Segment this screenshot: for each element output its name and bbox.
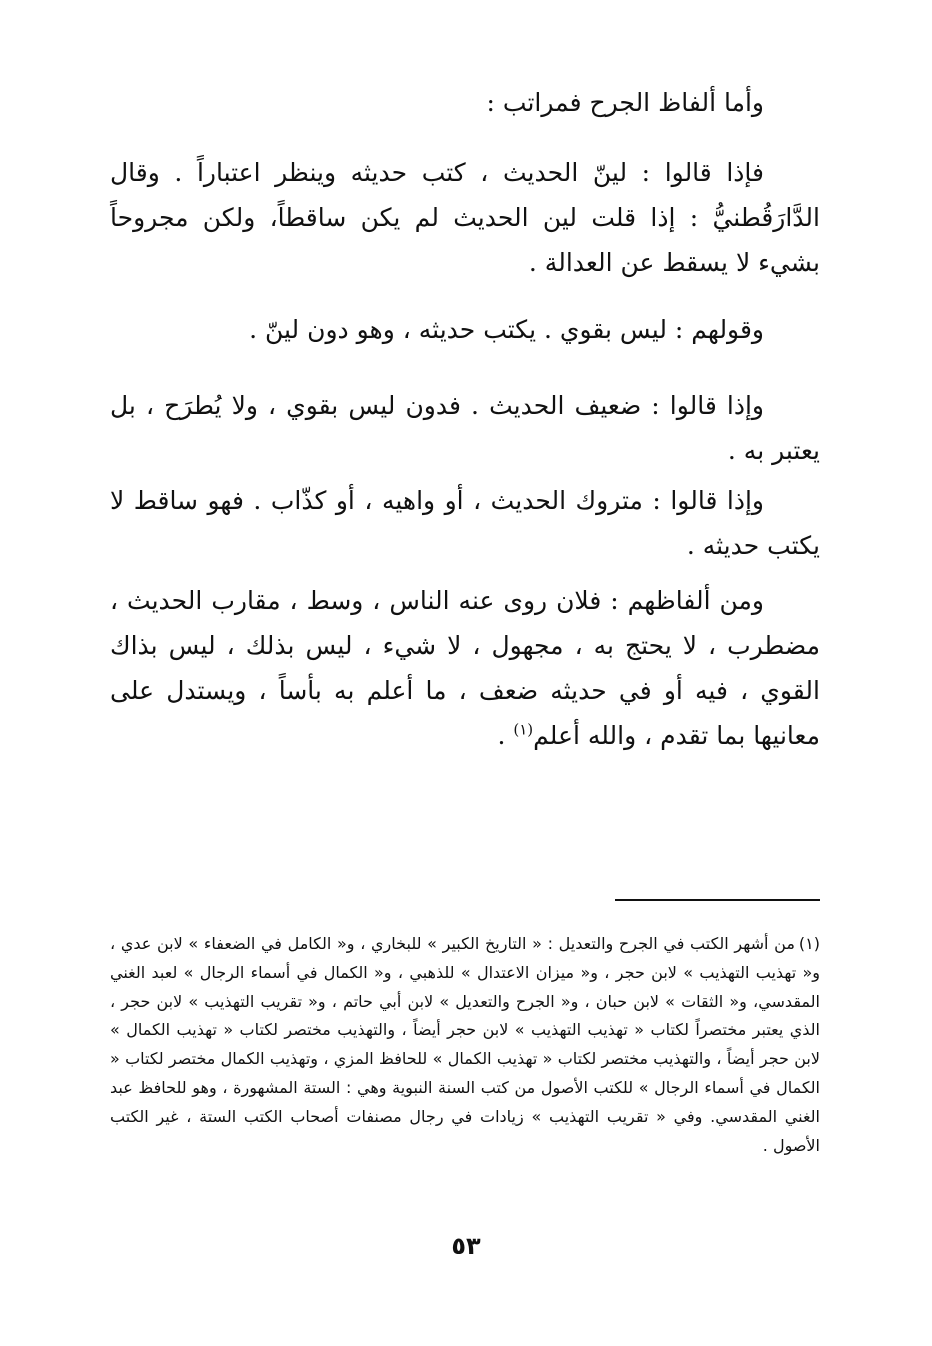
footnote-reference[interactable]: (١): [513, 720, 534, 739]
paragraph-4: [110, 478, 820, 568]
paragraph-2-text: وقولهم : ليس بقوي . يكتب حديثه ، وهو دون لينّ .: [249, 315, 764, 344]
footnote-marker: (١): [798, 934, 820, 953]
paragraph-5-end: .: [497, 721, 514, 750]
paragraph-2: [110, 307, 820, 352]
footnote: [110, 930, 820, 1160]
heading-text: وأما ألفاظ الجرح فمراتب :: [486, 88, 764, 117]
paragraph-5-body: ومن ألفاظهم : فلان روى عنه الناس ، وسط ، مقارب الحديث ، مضطرب ، لا يحتج به ، مجهول ، لا شيء ، ليس بذلك ، ليس بذاك القوي ، فيه أو في حديثه ضعف ، ما أعلم به بأساً ، ويستدل على معانيها بما تقدم ، والله أعلم: [110, 586, 820, 750]
paragraph-1-text: فإذا قالوا : لينّ الحديث ، كتب حديثه وينظر اعتباراً . وقال الدَّارَقُطنيُّ : إذا قلت لين الحديث لم يكن ساقطاً، ولكن مجروحاً بشيء لا يسقط عن العدالة .: [110, 158, 820, 277]
paragraph-3: [110, 383, 820, 473]
paragraph-1: [110, 150, 820, 285]
footnote-text: من أشهر الكتب في الجرح والتعديل : « التاريخ الكبير » للبخاري ، و« الكامل في الضعفاء » لابن عدي ، و« تهذيب التهذيب » لابن حجر ، و« ميزان الاعتدال » للذهبي ، و« الكمال في أسماء الرجال » لعبد الغني المقدسي، و« الثقات » لابن حبان ، و« الجرح والتعديل » لابن أبي حاتم ، و« تقريب التهذيب » لابن حجر ، الذي يعتبر مختصراً لكتاب « تهذيب التهذيب » لابن حجر أيضاً ، والتهذيب مختصر لكتاب « تهذيب الكمال » لابن حجر أيضاً ، والتهذيب مختصر لكتاب « تهذيب الكمال » للحافظ المزي ، وتهذيب الكمال مختصر لكتاب « الكمال في أسماء الرجال » للكتب الأصول من كتب السنة النبوية وهي : الستة المشهورة ، وهو للحافظ عبد الغني المقدسي. وفي « تقريب التهذيب » زيادات في رجال مصنفات أصحاب الكتب الستة ، غير الكتب الأصول .: [110, 934, 820, 1155]
section-heading: [110, 80, 820, 125]
paragraph-5-text: [110, 578, 820, 758]
page-number: ٥٣: [451, 1232, 481, 1260]
paragraph-3-text: وإذا قالوا : ضعيف الحديث . فدون ليس بقوي ، ولا يُطرَح ، بل يعتبر به .: [110, 391, 820, 465]
paragraph-5: [110, 578, 820, 758]
footnote-divider: [615, 899, 820, 901]
paragraph-4-text: وإذا قالوا : متروك الحديث ، أو واهيه ، أو كذّاب . فهو ساقط لا يكتب حديثه .: [110, 486, 820, 560]
